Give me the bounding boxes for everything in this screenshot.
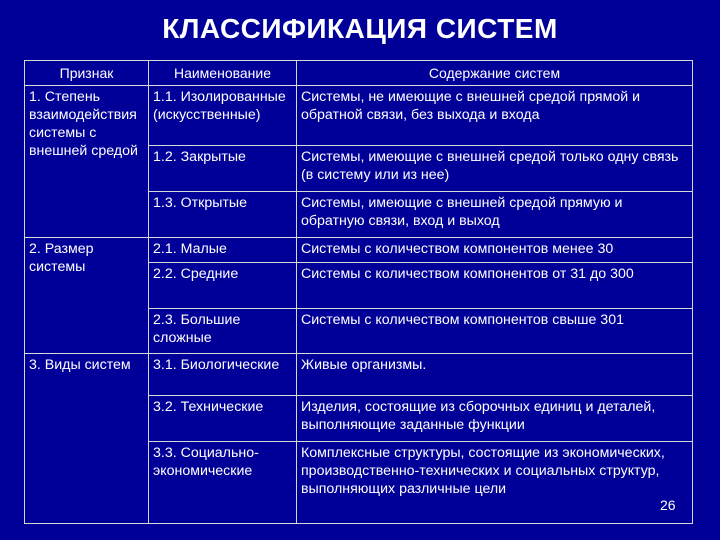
name-cell: 3.1. Биологические xyxy=(149,354,297,396)
content-cell: Системы с количеством компонентов свыше 301 xyxy=(297,309,693,354)
table-row xyxy=(25,238,693,263)
content-cell: Системы с количеством компонентов менее 30 xyxy=(297,238,693,263)
classification-table xyxy=(24,60,693,524)
feature-cell: 1. Степень взаимодействия системы с внешней средой xyxy=(25,86,149,238)
content-cell: Изделия, состоящие из сборочных единиц и деталей, выполняющие заданные функции xyxy=(297,396,693,442)
feature-cell: 3. Виды систем xyxy=(25,354,149,524)
name-cell: 3.3. Социально-экономические xyxy=(149,442,297,524)
content-cell: Системы, не имеющие с внешней средой прямой и обратной связи, без выхода и входа xyxy=(297,86,693,146)
name-cell: 1.2. Закрытые xyxy=(149,146,297,192)
feature-cell: 2. Размер системы xyxy=(25,238,149,354)
content-cell: Системы, имеющие с внешней средой только одну связь (в систему или из нее) xyxy=(297,146,693,192)
name-cell: 2.1. Малые xyxy=(149,238,297,263)
header-name: Наименование xyxy=(149,61,297,86)
content-cell: Системы с количеством компонентов от 31 до 300 xyxy=(297,263,693,309)
content-cell: Живые организмы. xyxy=(297,354,693,396)
table-header-row xyxy=(25,61,693,86)
table-row xyxy=(25,354,693,396)
header-content: Содержание систем xyxy=(297,61,693,86)
name-cell: 2.3. Большие сложные xyxy=(149,309,297,354)
name-cell: 1.3. Открытые xyxy=(149,192,297,238)
table-row xyxy=(25,86,693,146)
header-feature: Признак xyxy=(25,61,149,86)
page-number: 26 xyxy=(660,497,676,513)
slide-title: КЛАССИФИКАЦИЯ СИСТЕМ xyxy=(162,13,558,44)
name-cell: 1.1. Изолированные (искусственные) xyxy=(149,86,297,146)
name-cell: 3.2. Технические xyxy=(149,396,297,442)
name-cell: 2.2. Средние xyxy=(149,263,297,309)
content-cell: Комплексные структуры, состоящие из экономических, производственно-технических и социальных структур, выполняющих различные цели xyxy=(297,442,693,524)
content-cell: Системы, имеющие с внешней средой прямую и обратную связи, вход и выход xyxy=(297,192,693,238)
